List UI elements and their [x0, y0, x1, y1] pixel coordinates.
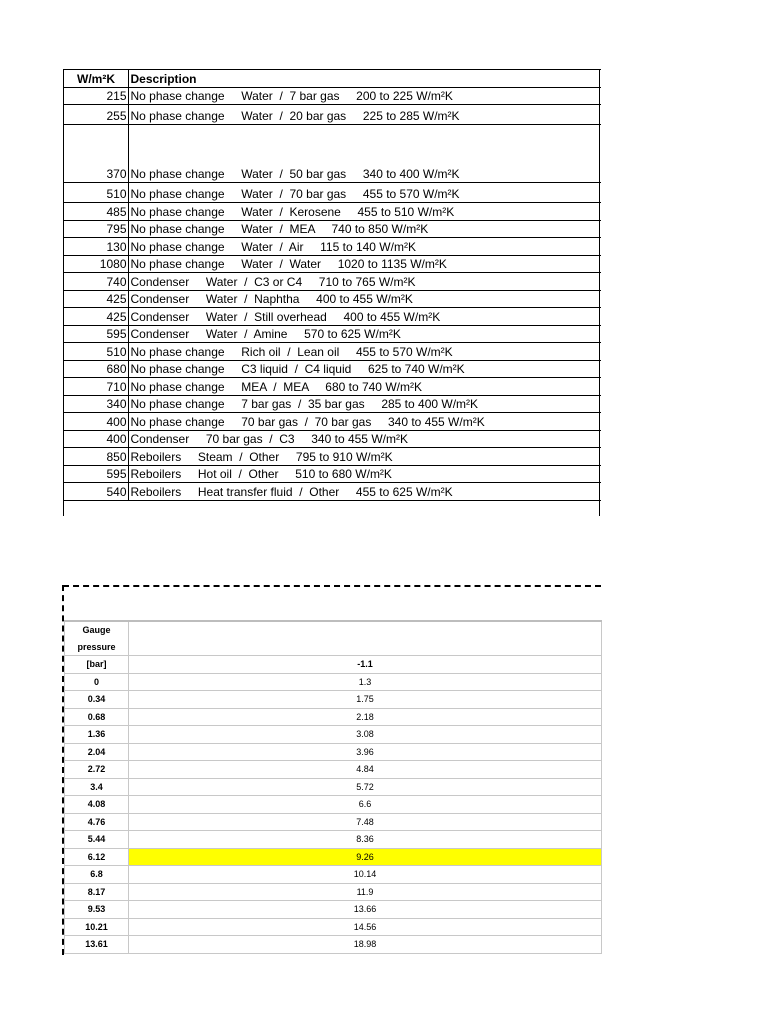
- description-cell: No phase change Water / 70 bar gas 455 to 570 W/m²K: [128, 183, 601, 203]
- coefficient-cell: 255: [63, 105, 128, 125]
- description-cell: No phase change 70 bar gas / 70 bar gas 340 to 455 W/m²K: [128, 413, 601, 431]
- coefficient-cell: 485: [63, 203, 128, 221]
- table-row: [63, 378, 601, 396]
- table-row: [63, 483, 601, 501]
- table-row: [63, 395, 601, 413]
- description-cell: No phase change Rich oil / Lean oil 455 to 570 W/m²K: [128, 343, 601, 361]
- table-row: [63, 220, 601, 238]
- coefficient-cell: 340: [63, 395, 128, 413]
- table2-header-row: [65, 656, 602, 674]
- value-cell: 5.72: [129, 778, 602, 796]
- header-gauge: Gauge: [65, 621, 129, 639]
- pressure-cell: 4.08: [65, 796, 129, 814]
- value-cell: 4.84: [129, 761, 602, 779]
- value-cell: 13.66: [129, 901, 602, 919]
- description-cell: Condenser 70 bar gas / C3 340 to 455 W/m²K: [128, 430, 601, 448]
- table-row: [63, 255, 601, 273]
- pressure-cell: 0.68: [65, 708, 129, 726]
- pressure-cell: 10.21: [65, 918, 129, 936]
- description-cell: No phase change Water / 50 bar gas 340 to 400 W/m²K: [128, 125, 601, 183]
- table-row: [65, 708, 602, 726]
- coefficient-cell: 370: [63, 125, 128, 183]
- table-row: [63, 87, 601, 105]
- pressure-cell: 6.8: [65, 866, 129, 884]
- coefficient-cell: 1080: [63, 255, 128, 273]
- description-cell: No phase change Water / Air 115 to 140 W/m²K: [128, 238, 601, 256]
- table-row: [63, 105, 601, 125]
- column-header-description: Description: [128, 70, 601, 88]
- table-row: [63, 290, 601, 308]
- gauge-pressure-table: [64, 620, 602, 954]
- table-row: [65, 848, 602, 866]
- coefficient-cell: 740: [63, 273, 128, 291]
- table-row: [65, 901, 602, 919]
- value-cell: 2.18: [129, 708, 602, 726]
- table-row: [63, 273, 601, 291]
- value-cell: 1.75: [129, 691, 602, 709]
- table-row: [65, 936, 602, 954]
- coefficient-cell: 795: [63, 220, 128, 238]
- table-row: [65, 726, 602, 744]
- pressure-cell: 13.61: [65, 936, 129, 954]
- coefficient-cell: 510: [63, 183, 128, 203]
- description-cell: No phase change Water / 20 bar gas 225 to 285 W/m²K: [128, 105, 601, 125]
- description-cell: No phase change Water / MEA 740 to 850 W/m²K: [128, 220, 601, 238]
- description-cell: Reboilers Hot oil / Other 510 to 680 W/m²K: [128, 465, 601, 483]
- pressure-cell: 6.12: [65, 848, 129, 866]
- description-cell: No phase change MEA / MEA 680 to 740 W/m²K: [128, 378, 601, 396]
- table-row: [65, 743, 602, 761]
- coefficient-cell: 680: [63, 360, 128, 378]
- coefficient-cell: 400: [63, 430, 128, 448]
- value-cell: 3.96: [129, 743, 602, 761]
- table-row: [63, 125, 601, 183]
- table-row: [65, 673, 602, 691]
- value-cell: 18.98: [129, 936, 602, 954]
- table-row: [65, 796, 602, 814]
- description-cell: Condenser Water / Naphtha 400 to 455 W/m²K: [128, 290, 601, 308]
- table-row: [63, 238, 601, 256]
- table-row: [65, 831, 602, 849]
- value-cell: 7.48: [129, 813, 602, 831]
- dashed-border-top: [63, 585, 601, 587]
- table2-header-row: [65, 621, 602, 639]
- description-cell: No phase change Water / 7 bar gas 200 to 225 W/m²K: [128, 87, 601, 105]
- coefficient-cell: 400: [63, 413, 128, 431]
- value-cell: 11.9: [129, 883, 602, 901]
- value-cell: 10.14: [129, 866, 602, 884]
- value-cell: 8.36: [129, 831, 602, 849]
- description-cell: No phase change Water / Water 1020 to 1135 W/m²K: [128, 255, 601, 273]
- table-row: [63, 183, 601, 203]
- coefficient-cell: 215: [63, 87, 128, 105]
- table-row: [65, 761, 602, 779]
- coefficient-cell: 710: [63, 378, 128, 396]
- pressure-cell: 5.44: [65, 831, 129, 849]
- table1-header-row: [63, 70, 601, 88]
- pressure-cell: 2.72: [65, 761, 129, 779]
- header-unit: [bar]: [65, 656, 129, 674]
- value-cell: 1.3: [129, 673, 602, 691]
- pressure-cell: 0.34: [65, 691, 129, 709]
- pressure-cell: 2.04: [65, 743, 129, 761]
- pressure-cell: 8.17: [65, 883, 129, 901]
- table-row: [63, 430, 601, 448]
- description-cell: No phase change C3 liquid / C4 liquid 625 to 740 W/m²K: [128, 360, 601, 378]
- table-row: [63, 343, 601, 361]
- heat-transfer-coefficient-table: [63, 69, 601, 501]
- table-row: [63, 325, 601, 343]
- description-cell: Condenser Water / C3 or C4 710 to 765 W/m²K: [128, 273, 601, 291]
- description-cell: No phase change Water / Kerosene 455 to 510 W/m²K: [128, 203, 601, 221]
- value-cell: 14.56: [129, 918, 602, 936]
- header-pressure: pressure: [65, 639, 129, 656]
- description-cell: Condenser Water / Amine 570 to 625 W/m²K: [128, 325, 601, 343]
- table-row: [63, 203, 601, 221]
- coefficient-cell: 130: [63, 238, 128, 256]
- coefficient-cell: 540: [63, 483, 128, 501]
- header-blank: [129, 621, 602, 656]
- coefficient-cell: 595: [63, 465, 128, 483]
- coefficient-cell: 425: [63, 290, 128, 308]
- column-header-value: W/m²K: [63, 70, 128, 88]
- table-row: [65, 866, 602, 884]
- coefficient-cell: 510: [63, 343, 128, 361]
- coefficient-cell: 850: [63, 448, 128, 466]
- table-row: [63, 465, 601, 483]
- table-row: [65, 918, 602, 936]
- pressure-cell: 4.76: [65, 813, 129, 831]
- pressure-cell: 3.4: [65, 778, 129, 796]
- value-cell: 3.08: [129, 726, 602, 744]
- table-row: [65, 813, 602, 831]
- coefficient-cell: 425: [63, 308, 128, 326]
- description-cell: Reboilers Heat transfer fluid / Other 455 to 625 W/m²K: [128, 483, 601, 501]
- header-value: -1.1: [129, 656, 602, 674]
- table-row: [65, 883, 602, 901]
- table-row: [63, 413, 601, 431]
- table-row: [63, 308, 601, 326]
- value-cell: 9.26: [129, 848, 602, 866]
- table-row: [65, 691, 602, 709]
- description-cell: Reboilers Steam / Other 795 to 910 W/m²K: [128, 448, 601, 466]
- pressure-cell: 9.53: [65, 901, 129, 919]
- description-cell: No phase change 7 bar gas / 35 bar gas 285 to 400 W/m²K: [128, 395, 601, 413]
- description-cell: Condenser Water / Still overhead 400 to 455 W/m²K: [128, 308, 601, 326]
- pressure-cell: 0: [65, 673, 129, 691]
- value-cell: 6.6: [129, 796, 602, 814]
- table-row: [65, 778, 602, 796]
- table-row: [63, 448, 601, 466]
- coefficient-cell: 595: [63, 325, 128, 343]
- table-row: [63, 360, 601, 378]
- pressure-cell: 1.36: [65, 726, 129, 744]
